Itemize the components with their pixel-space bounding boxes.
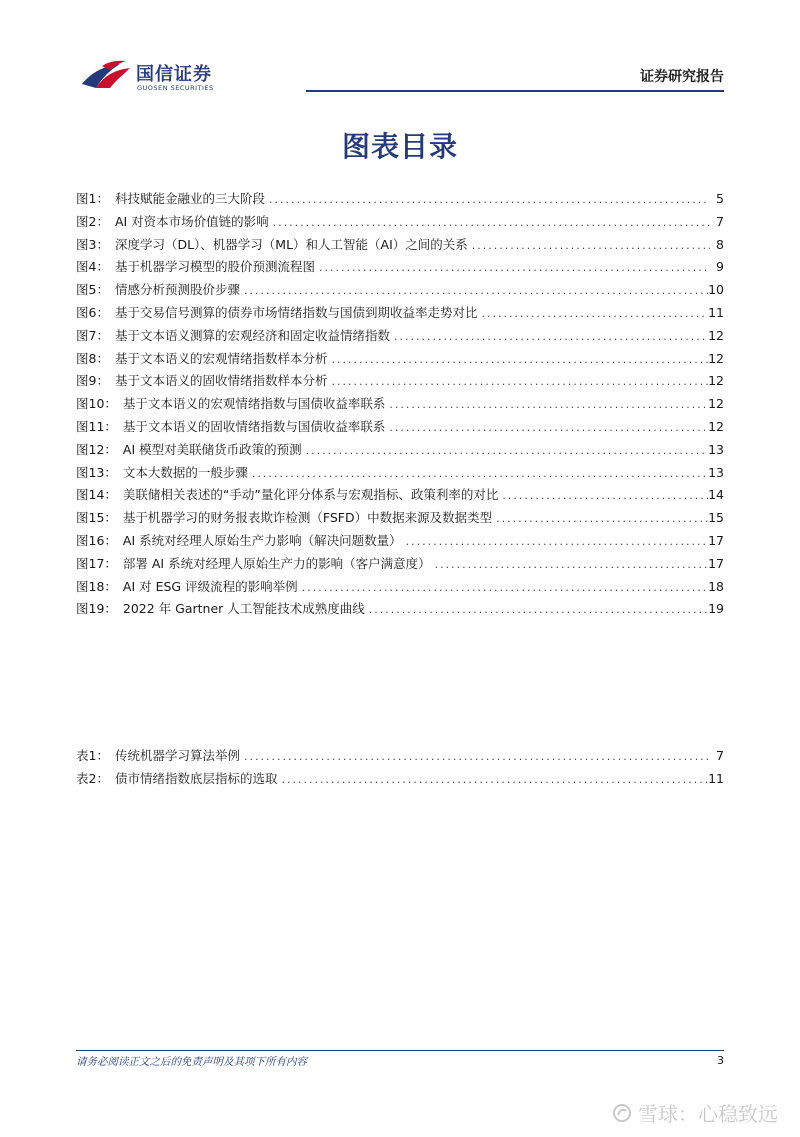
footer-disclaimer: 请务必阅读正文之后的免责声明及其项下所有内容: [76, 1056, 307, 1068]
figure-toc-entry-number: 图16：: [76, 532, 117, 548]
figure-toc-entry-page[interactable]: 15: [708, 510, 724, 526]
figure-toc-entry[interactable]: [76, 325, 724, 348]
dot-leader: [298, 577, 709, 600]
figure-toc-entry-number: 图11：: [76, 418, 117, 434]
dot-leader: [315, 257, 710, 280]
figure-toc-entry-page[interactable]: 12: [708, 327, 724, 343]
figure-toc-entry-number: 图10：: [76, 396, 117, 412]
watermark-text: 雪球：心稳致远: [638, 1102, 778, 1126]
figure-toc-entry-title[interactable]: AI 对资本市场价值链的影响: [114, 213, 269, 229]
figure-toc-entry-page[interactable]: 13: [708, 464, 724, 480]
dot-leader: [385, 394, 708, 417]
table-toc-list: [76, 745, 724, 791]
figure-toc-entry-title[interactable]: 基于文本语义的固收情绪指数样本分析: [114, 373, 328, 389]
figure-toc-entry-number: 图13：: [76, 464, 117, 480]
figure-toc-entry[interactable]: [76, 416, 724, 439]
figure-toc-entry[interactable]: [76, 211, 724, 234]
page-title: 图表目录: [341, 130, 458, 163]
figure-toc-entry-page[interactable]: 14: [708, 487, 724, 503]
figure-toc-entry[interactable]: [76, 302, 724, 325]
table-toc-entry-page[interactable]: 7: [716, 748, 724, 763]
figure-toc-entry-number: 图18：: [76, 578, 117, 594]
xueqiu-snowball-icon: [612, 1103, 632, 1123]
figure-toc-entry-page[interactable]: 18: [708, 578, 724, 594]
dot-leader: [402, 531, 708, 554]
footer-divider: [76, 1050, 724, 1051]
dot-leader: [240, 746, 710, 769]
brand-name-en: GUOSEN SECURITIES: [137, 84, 214, 92]
figure-toc-entry-page[interactable]: 17: [708, 555, 724, 571]
dot-leader: [390, 326, 708, 349]
figure-toc-entry-number: 图4：: [76, 259, 109, 275]
figure-toc-entry[interactable]: [76, 348, 724, 371]
figure-toc-entry[interactable]: [76, 484, 724, 507]
dot-leader: [248, 463, 708, 486]
figure-toc-entry-number: 图19：: [76, 601, 117, 617]
figure-toc-entry-title[interactable]: AI 模型对美联储货币政策的预测: [122, 441, 302, 457]
figure-toc-entry-page[interactable]: 8: [716, 236, 724, 252]
dot-leader: [327, 349, 708, 372]
table-toc-entry[interactable]: [76, 745, 724, 768]
figure-toc-entry-page[interactable]: 9: [716, 259, 724, 275]
figure-toc-entry-page[interactable]: 12: [708, 396, 724, 412]
guosen-logo-mark-icon: [80, 58, 132, 90]
figure-toc-entry-page[interactable]: 12: [708, 350, 724, 366]
figure-toc-entry[interactable]: [76, 370, 724, 393]
figure-toc-entry[interactable]: [76, 256, 724, 279]
figure-toc-entry-title[interactable]: 深度学习（DL）、机器学习（ML）和人工智能（AI）之间的关系: [114, 236, 468, 252]
figure-toc-entry-page[interactable]: 11: [708, 304, 724, 320]
dot-leader: [477, 303, 708, 326]
figure-toc-entry-title[interactable]: 基于文本语义的宏观情绪指数与国债收益率联系: [122, 396, 386, 412]
dot-leader: [327, 371, 708, 394]
figure-toc-entry-title[interactable]: 美联储相关表述的“手动”量化评分体系与宏观指标、政策利率的对比: [122, 487, 499, 503]
dot-leader: [277, 769, 708, 792]
figure-toc-entry-page[interactable]: 12: [708, 373, 724, 389]
dot-leader: [385, 417, 708, 440]
figure-toc-entry-page[interactable]: 10: [708, 282, 724, 298]
header-divider: [306, 90, 724, 92]
page-header: [76, 50, 724, 94]
dot-leader: [468, 235, 710, 258]
figure-toc-entry-title[interactable]: 基于交易信号测算的债券市场情绪指数与国债到期收益率走势对比: [114, 304, 478, 320]
figure-toc-entry-number: 图3：: [76, 236, 109, 252]
figure-toc-entry-number: 图12：: [76, 441, 117, 457]
table-toc-entry-page[interactable]: 11: [708, 770, 724, 786]
figure-toc-entry[interactable]: [76, 553, 724, 576]
figure-toc-entry-title[interactable]: 基于机器学习的财务报表欺诈检测（FSFD）中数据来源及数据类型: [122, 510, 493, 526]
figure-toc-entry-number: 图1：: [76, 191, 109, 206]
figure-toc-entry[interactable]: [76, 530, 724, 553]
guosen-logo: [80, 58, 230, 92]
report-type-label: 证券研究报告: [640, 69, 724, 85]
figure-toc-entry[interactable]: [76, 439, 724, 462]
table-toc-entry-number: 表2：: [76, 770, 109, 786]
figure-toc-entry-title[interactable]: 2022 年 Gartner 人工智能技术成熟度曲线: [122, 601, 365, 617]
figure-toc-entry-page[interactable]: 5: [716, 191, 724, 206]
dot-leader: [265, 189, 710, 212]
figure-toc-entry-number: 图5：: [76, 282, 109, 298]
dot-leader: [365, 599, 708, 622]
dot-leader: [302, 440, 708, 463]
figure-toc-entry-title[interactable]: 基于文本语义的宏观情绪指数样本分析: [114, 350, 328, 366]
dot-leader: [498, 485, 708, 508]
figure-toc-entry-number: 图6：: [76, 304, 109, 320]
figure-toc-entry-number: 图8：: [76, 350, 109, 366]
dot-leader: [240, 280, 708, 303]
figure-toc-entry-title[interactable]: 基于文本语义的固收情绪指数与国债收益率联系: [122, 418, 386, 434]
figure-toc-entry-title[interactable]: 部署 AI 系统对经理人原始生产力的影响（客户满意度）: [122, 555, 431, 571]
figure-toc-entry-title[interactable]: 文本大数据的一般步骤: [122, 464, 248, 480]
figure-toc-entry-page[interactable]: 12: [708, 418, 724, 434]
watermark: [612, 1098, 778, 1127]
figure-toc-entry-number: 图17：: [76, 555, 117, 571]
table-toc-entry-number: 表1：: [76, 748, 109, 763]
figure-toc-entry[interactable]: [76, 462, 724, 485]
figure-toc-entry-number: 图9：: [76, 373, 109, 389]
figure-toc-entry[interactable]: [76, 393, 724, 416]
table-toc-entry-title[interactable]: 债市情绪指数底层指标的选取: [114, 770, 278, 786]
figure-toc-entry[interactable]: [76, 576, 724, 599]
figure-toc-entry-title[interactable]: AI 系统对经理人原始生产力影响（解决问题数量）: [122, 532, 402, 548]
figure-toc-entry-title[interactable]: 基于机器学习模型的股价预测流程图: [114, 259, 315, 275]
figure-toc-entry-page[interactable]: 19: [708, 601, 724, 617]
dot-leader: [431, 554, 709, 577]
brand-name-cn: 国信证券: [136, 64, 212, 85]
figure-toc-entry-page[interactable]: 17: [708, 532, 724, 548]
figure-toc-entry-page[interactable]: 13: [708, 441, 724, 457]
figure-toc-entry-number: 图14：: [76, 487, 117, 503]
figure-toc-entry[interactable]: [76, 598, 724, 621]
figure-toc-list: [76, 188, 724, 621]
figure-toc-entry-page[interactable]: 7: [716, 213, 724, 229]
table-toc-entry[interactable]: [76, 768, 724, 791]
table-toc-entry-title[interactable]: 传统机器学习算法举例: [114, 748, 240, 763]
figure-toc-entry[interactable]: [76, 188, 724, 211]
dot-leader: [492, 508, 708, 531]
figure-toc-entry-number: 图2：: [76, 213, 109, 229]
figure-toc-entry[interactable]: [76, 234, 724, 257]
figure-toc-entry-number: 图15：: [76, 510, 117, 526]
figure-toc-entry-number: 图7：: [76, 327, 109, 343]
dot-leader: [269, 212, 710, 235]
figure-toc-entry-title[interactable]: 情感分析预测股价步骤: [114, 282, 240, 298]
figure-toc-entry-title[interactable]: 基于文本语义测算的宏观经济和固定收益情绪指数: [114, 327, 390, 343]
figure-toc-entry-title[interactable]: AI 对 ESG 评级流程的影响举例: [122, 578, 298, 594]
figure-toc-entry[interactable]: [76, 279, 724, 302]
figure-toc-entry[interactable]: [76, 507, 724, 530]
page-number: 3: [717, 1054, 724, 1067]
figure-toc-entry-title[interactable]: 科技赋能金融业的三大阶段: [114, 191, 265, 206]
